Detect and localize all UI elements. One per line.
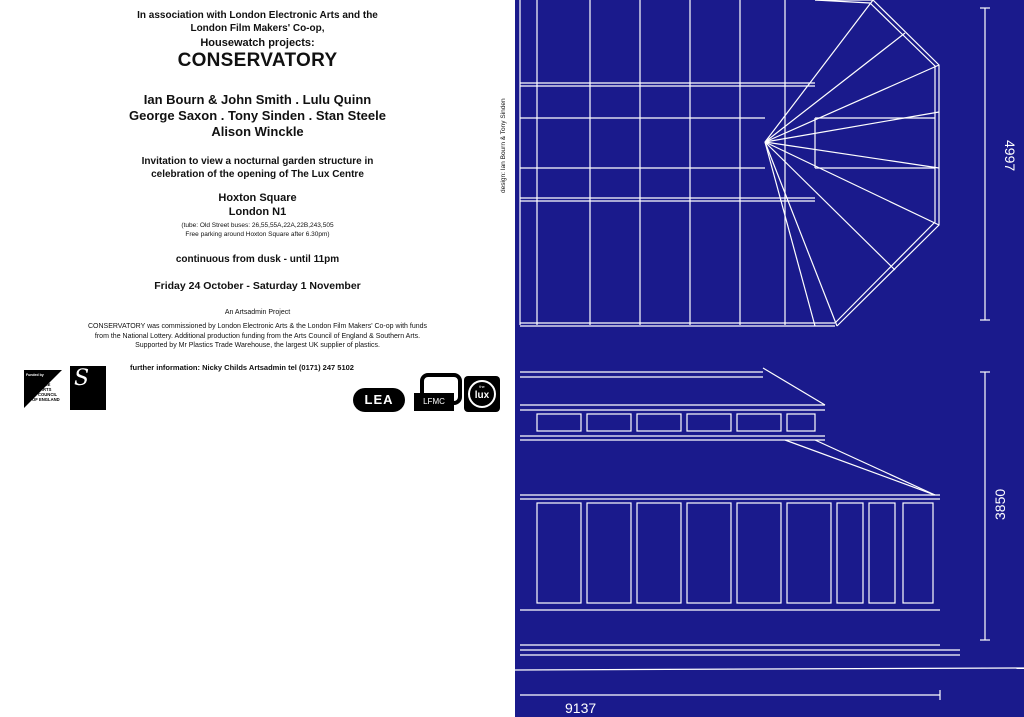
project-credit: An Artsadmin Project [224,309,291,316]
lea-logo: LEA [353,388,405,412]
opening-times: continuous from dusk - until 11pm [175,254,340,265]
venue-address: Hoxton Square London N1 [218,192,297,218]
commission-text: CONSERVATORY was commissioned by London Electronic Arts & the London Film Makers' Co-op with funds from the National Lottery. Additional production funding from the Arts Council of England & Southern Arts. Supported by Mr Plastics Trade Warehouse, the largest UK supplier of plastics. [87,323,428,349]
invitation-text: Invitation to view a nocturnal garden structure in celebration of the opening of The Lux Centre [141,156,374,180]
association-text: In association with London Electronic Arts and the London Film Makers' Co-op, [137,10,378,34]
housewatch-line: Housewatch projects: [200,37,315,49]
lux-logo [464,376,500,412]
blueprint-drawing [515,0,1024,717]
transport-info: (tube: Old Street buses: 26,55,55A,22A,22B,243,505 Free parking around Hoxton Square after 6.30pm) [181,222,334,238]
event-dates: Friday 24 October - Saturday 1 November [154,280,361,292]
dimension-label-top: 4997 [1002,140,1018,172]
lux-logo-circle: the lux [468,380,496,408]
arts-council-logo: Funded by THE ARTS COUNCIL OF ENGLAND [24,370,62,408]
lfmc-logo: LFMC [414,373,462,413]
blueprint-panel [515,0,1024,717]
dimension-label-width: 9137 [565,700,597,716]
artists-list: Ian Bourn & John Smith . Lulu Quinn George Saxon . Tony Sinden . Stan Steele Alison Winckle [129,92,386,139]
page-title: CONSERVATORY [177,50,338,71]
dimension-label-elevation: 3850 [992,488,1008,520]
southern-arts-logo: S [70,366,106,410]
further-information: further information: Nicky Childs Artsadmin tel (0171) 247 5102 [130,363,354,372]
design-credit: design: Ian Bourn & Tony Sinden [500,98,507,193]
